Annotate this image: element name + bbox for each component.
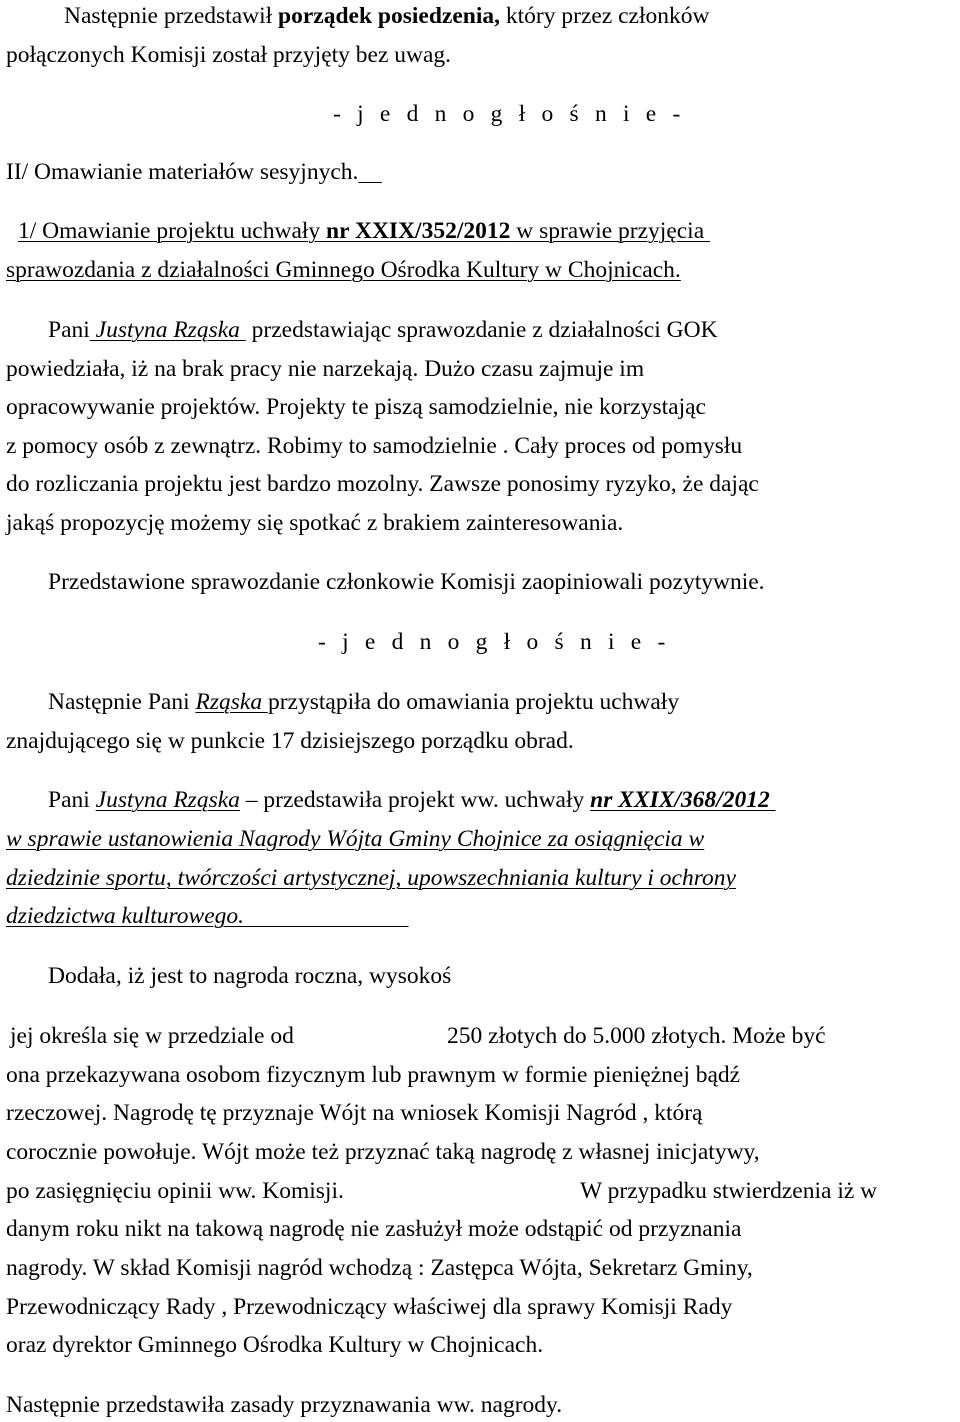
text-run: Następnie przedstawił: [64, 3, 279, 29]
text-line: jakąś propozycję możemy się spotkać z brakiem zainteresowania.: [6, 510, 624, 536]
text-line: rzeczowej. Nagrodę tę przyznaje Wójt na wniosek Komisji Nagród , którą: [6, 1100, 703, 1126]
text-line: nagrody. W skład Komisji nagród wchodzą : Zastępca Wójta, Sekretarz Gminy,: [6, 1255, 753, 1281]
person-name: Rząska: [195, 689, 268, 715]
text-run: – przedstawiła projekt ww. uchwały: [239, 787, 591, 813]
text-line: corocznie powołuje. Wójt może też przyznać taką nagrodę z własnej inicjatywy,: [6, 1139, 760, 1165]
text-line: [48, 688, 679, 716]
underline-trail: [358, 159, 382, 185]
text-run: przedstawiając sprawozdanie z działalności GOK: [245, 317, 718, 343]
text-line: Przedstawione sprawozdanie członkowie Komisji zaopiniowali pozytywnie.: [48, 569, 765, 595]
text-line: Dodała, iż jest to nagroda roczna, wysokoś: [48, 963, 452, 989]
text-run: przystąpiła do omawiania projektu uchwały: [267, 689, 680, 715]
resolution-number: nr XXIX/368/2012: [590, 787, 776, 813]
text-line: [48, 786, 776, 814]
text-line: znajdującego się w punkcie 17 dzisiejszego porządku obrad.: [6, 728, 574, 754]
text-line: danym roku nikt na takową nagrodę nie zasłużył może odstąpić od przyznania: [6, 1216, 742, 1242]
text-line: połączonych Komisji został przyjęty bez uwag.: [6, 42, 452, 68]
person-name: Justyna Rząska: [89, 317, 246, 343]
resolution-title-line: w sprawie ustanowienia Nagrody Wójta Gminy Chojnice za osiągnięcia w: [6, 826, 705, 852]
resolution-number: nr XXIX/352/2012: [326, 218, 511, 244]
text-line: 250 złotych do 5.000 złotych. Może być: [447, 1023, 826, 1049]
text-run: Następnie Pani: [48, 689, 196, 715]
text-line: do rozliczania projektu jest bardzo mozolny. Zawsze ponosimy ryzyko, że dając: [6, 471, 759, 497]
text-line: [64, 2, 709, 30]
text-run: który przez członków: [500, 3, 710, 29]
text-line: z pomocy osób z zewnątrz. Robimy to samodzielnie . Cały proces od pomysłu: [6, 433, 743, 459]
text-run: Pani: [48, 317, 90, 343]
text-line: [48, 316, 718, 344]
text-run: 1/ Omawianie projektu uchwały: [18, 218, 327, 244]
section-heading: [6, 158, 382, 186]
vote-result: - j e d n o g ł o ś n i e -: [318, 629, 671, 655]
bold-text: porządek posiedzenia,: [278, 3, 501, 29]
person-name: Justyna Rząska: [95, 787, 240, 813]
resolution-title-line: [6, 902, 409, 930]
text-line: Przewodniczący Rady , Przewodniczący właściwej dla sprawy Komisji Rady: [6, 1294, 733, 1320]
text-line: jej określa się w przedziale od: [10, 1023, 294, 1049]
text-run: dziedzictwa kulturowego.: [6, 903, 245, 929]
text-line: Następnie przedstawiła zasady przyznawania ww. nagrody.: [6, 1392, 563, 1418]
text-line: oraz dyrektor Gminnego Ośrodka Kultury w Chojnicach.: [6, 1332, 544, 1358]
text-line: powiedziała, iż na brak pracy nie narzekają. Dużo czasu zajmuje im: [6, 356, 645, 382]
vote-result: - j e d n o g ł o ś n i e -: [333, 101, 686, 127]
text-run: Pani: [48, 787, 96, 813]
text-line: opracowywanie projektów. Projekty te piszą samodzielnie, nie korzystając: [6, 394, 706, 420]
agenda-item-line: sprawozdania z działalności Gminnego Ośrodka Kultury w Chojnicach.: [6, 257, 681, 283]
text-run: w sprawie przyjęcia: [510, 218, 711, 244]
underline-trail: [244, 903, 409, 929]
text-line: po zasięgnięciu opinii ww. Komisji.: [6, 1178, 344, 1204]
text-line: ona przekazywana osobom fizycznym lub prawnym w formie pieniężnej bądź: [6, 1062, 741, 1088]
agenda-item-line: [18, 217, 710, 245]
resolution-title-line: dziedzinie sportu, twórczości artystycznej, upowszechniania kultury i ochrony: [6, 865, 736, 891]
section-heading-text: II/ Omawianie materiałów sesyjnych.: [6, 159, 359, 185]
text-line: W przypadku stwierdzenia iż w: [580, 1178, 878, 1204]
